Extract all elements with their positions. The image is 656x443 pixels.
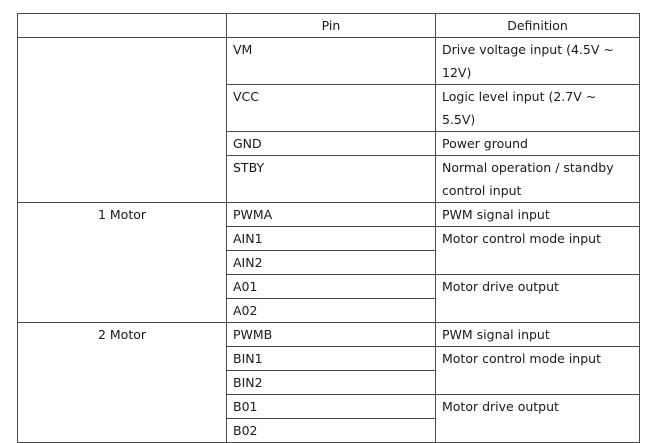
pin-cell: BIN1	[227, 347, 436, 371]
pin-cell: A01	[227, 275, 436, 299]
pin-cell: STBY	[227, 156, 436, 203]
definition-cell: Motor control mode input	[436, 227, 640, 275]
pin-cell: AIN1	[227, 227, 436, 251]
pin-cell: AIN2	[227, 251, 436, 275]
pin-cell: B02	[227, 419, 436, 443]
pin-cell: GND	[227, 132, 436, 156]
group-cell-motor-1: 1 Motor	[18, 203, 227, 323]
definition-cell: PWM signal input	[436, 323, 640, 347]
pin-cell: VM	[227, 38, 436, 85]
definition-cell: PWM signal input	[436, 203, 640, 227]
pin-definition-table	[17, 13, 640, 443]
definition-cell: Motor drive output	[436, 395, 640, 443]
header-definition-cell: Definition	[436, 14, 640, 38]
definition-cell: Motor control mode input	[436, 347, 640, 395]
header-pin-cell: Pin	[227, 14, 436, 38]
table-row	[18, 323, 640, 347]
pin-cell: A02	[227, 299, 436, 323]
table-row	[18, 38, 640, 85]
definition-cell: Drive voltage input (4.5V ~ 12V)	[436, 38, 640, 85]
table-header-row	[18, 14, 640, 38]
definition-cell: Normal operation / standby control input	[436, 156, 640, 203]
pin-cell: B01	[227, 395, 436, 419]
group-cell-motor-2: 2 Motor	[18, 323, 227, 443]
table-row	[18, 203, 640, 227]
group-cell-power	[18, 38, 227, 203]
header-group-cell	[18, 14, 227, 38]
pin-cell: BIN2	[227, 371, 436, 395]
definition-cell: Power ground	[436, 132, 640, 156]
definition-cell: Logic level input (2.7V ~ 5.5V)	[436, 85, 640, 132]
definition-cell: Motor drive output	[436, 275, 640, 323]
pin-cell: VCC	[227, 85, 436, 132]
pin-cell: PWMB	[227, 323, 436, 347]
pin-cell: PWMA	[227, 203, 436, 227]
